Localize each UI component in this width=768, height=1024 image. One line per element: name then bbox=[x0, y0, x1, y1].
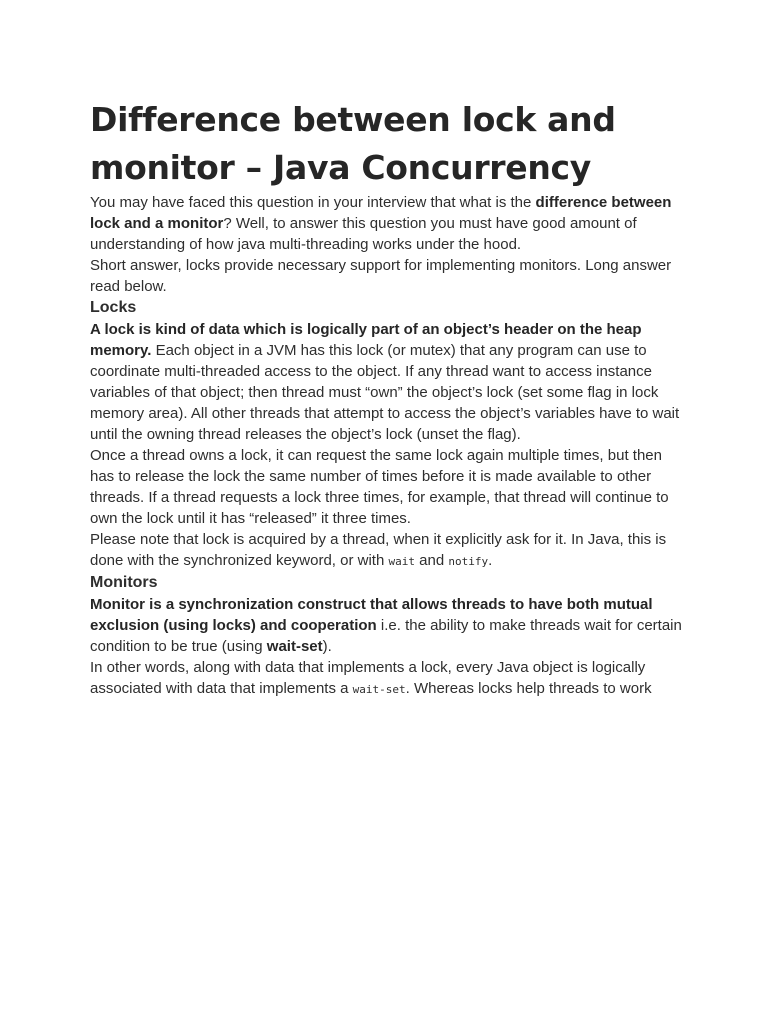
monitors-paragraph-1 bbox=[90, 594, 690, 657]
monitors-paragraph-2-text-2: . Whereas locks help threads to work bbox=[405, 680, 652, 697]
locks-paragraph-1 bbox=[90, 319, 690, 445]
locks-definition-bold: A lock is kind of data which is logically part of an object’s header on the heap memory. bbox=[90, 321, 642, 359]
locks-heading: Locks bbox=[90, 299, 137, 316]
monitors-paragraph-1-text-2: ). bbox=[322, 638, 332, 655]
intro-text-2: ? Well, to answer this question you must have good amount of understanding of how java multi-threading works under the hood. bbox=[90, 215, 637, 253]
monitors-paragraph-2 bbox=[90, 657, 690, 700]
locks-paragraph-2: Once a thread owns a lock, it can request the same lock again multiple times, but then has to release the lock the same number of times before it is made available to other threads. If a thread requests a lock three times, for example, that thread will continue to own the lock until it has “released” it three times. bbox=[90, 447, 669, 527]
code-wait: wait bbox=[388, 555, 415, 568]
locks-paragraph-3-text-1: Please note that lock is acquired by a thread, when it explicitly ask for it. In Java, this is done with the synchronized keyword, or with bbox=[90, 531, 667, 569]
locks-paragraph-3-text-2: and bbox=[414, 552, 449, 569]
code-wait-set: wait-set bbox=[352, 683, 406, 696]
intro-paragraph bbox=[90, 192, 690, 255]
article-title: Difference between lock and monitor – Java Concurrency bbox=[90, 100, 616, 187]
monitors-definition-bold: Monitor is a synchronization construct that allows threads to have both mutual exclusion (using locks) and cooperation bbox=[90, 596, 653, 634]
intro-text-1: You may have faced this question in your interview that what is the bbox=[90, 194, 536, 211]
wait-set-bold: wait-set bbox=[266, 638, 323, 655]
short-answer-paragraph: Short answer, locks provide necessary support for implementing monitors. Long answer read below. bbox=[90, 257, 672, 295]
code-notify: notify bbox=[448, 555, 489, 568]
intro-bold-term: difference between lock and a monitor bbox=[90, 194, 672, 232]
monitors-heading: Monitors bbox=[90, 574, 158, 591]
locks-paragraph-3 bbox=[90, 529, 690, 572]
locks-paragraph-3-text-3: . bbox=[488, 552, 493, 569]
monitors-paragraph-2-text-1: In other words, along with data that implements a lock, every Java object is logically associated with data that implements a bbox=[90, 659, 646, 697]
monitors-paragraph-1-text-1: i.e. the ability to make threads wait for certain condition to be true (using bbox=[90, 617, 682, 655]
article bbox=[90, 96, 690, 700]
locks-paragraph-1-text: Each object in a JVM has this lock (or mutex) that any program can use to coordinate multi-threaded access to the object. If any thread want to access instance variables of that object; then thread must “own” the object’s lock (set some flag in lock memory area). All other threads that attempt to access the object’s variables have to wait until the owning thread releases the object’s lock (unset the flag). bbox=[90, 342, 680, 443]
